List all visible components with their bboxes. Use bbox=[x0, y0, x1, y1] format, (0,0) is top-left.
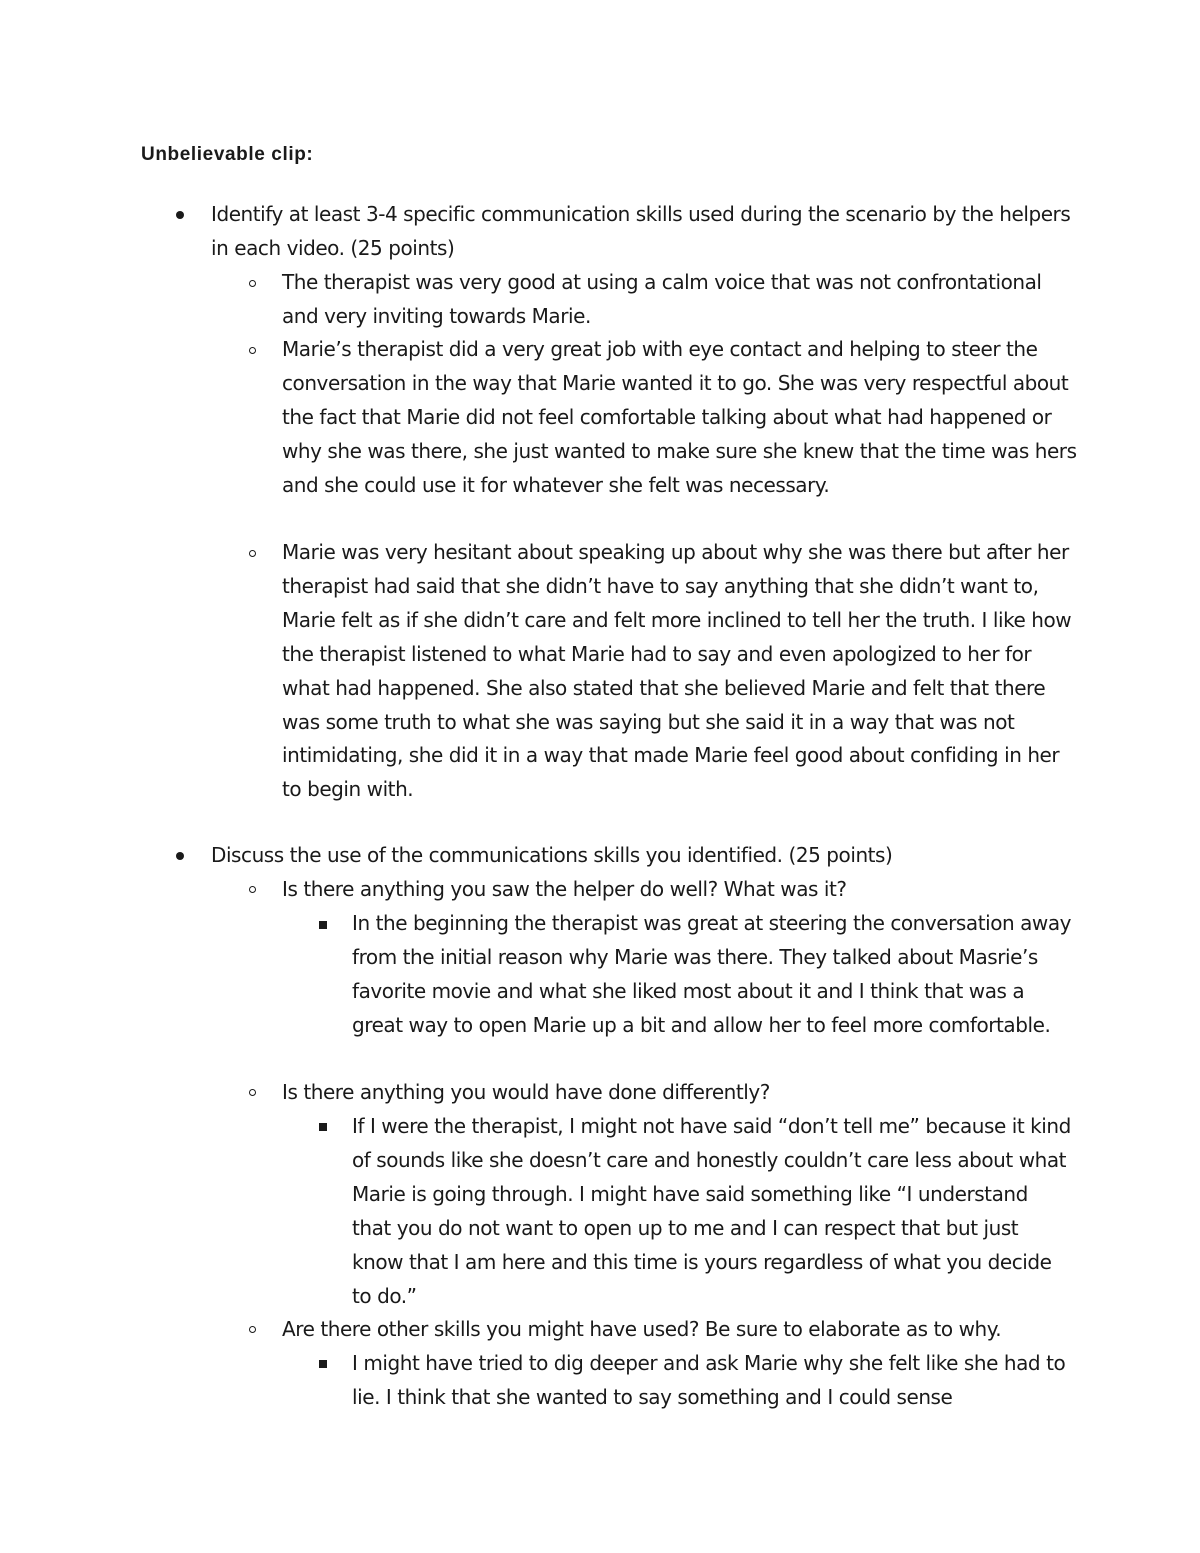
document-heading: Unbelievable clip: bbox=[141, 144, 314, 165]
section2-answer-3: I might have tried to dig deeper and ask Marie why she felt like she had to lie. I think that she wanted to say something and I could sense bbox=[352, 1351, 1066, 1409]
bullet-circle-icon bbox=[249, 1089, 256, 1096]
bullet-circle-icon bbox=[249, 886, 256, 893]
section2-question-3: Are there other skills you might have used? Be sure to elaborate as to why. bbox=[282, 1317, 1002, 1341]
bullet-dot-icon bbox=[176, 211, 184, 219]
bullet-square-icon bbox=[319, 921, 327, 929]
section2-answer-2: If I were the therapist, I might not have said “don’t tell me” because it kind of sounds like she doesn’t care and honestly couldn’t care less about what Marie is going through. I might have said something like “I understand that you do not want to open up to me and I can respect that but just know that I am here and this time is yours regardless of what you decide to do.” bbox=[352, 1114, 1071, 1308]
section1-prompt: Identify at least 3-4 specific communication skills used during the scenario by the helpers in each video. (25 points) bbox=[211, 202, 1071, 260]
section1-answer-2: Marie’s therapist did a very great job with eye contact and helping to steer the conversation in the way that Marie wanted it to go. She was very respectful about the fact that Marie did not feel comfortable talking about what had happened or why she was there, she just wanted to make sure she knew that the time was hers and she could use it for whatever she felt was necessary. bbox=[282, 337, 1077, 497]
bullet-circle-icon bbox=[249, 280, 256, 287]
bullet-circle-icon bbox=[249, 550, 256, 557]
section2-question-2: Is there anything you would have done differently? bbox=[282, 1080, 770, 1104]
section2-question-1: Is there anything you saw the helper do well? What was it? bbox=[282, 877, 847, 901]
section2-answer-1: In the beginning the therapist was great at steering the conversation away from the initial reason why Marie was there. They talked about Masrie’s favorite movie and what she liked most about it and I think that was a great way to open Marie up a bit and allow her to feel more comfortable. bbox=[352, 911, 1072, 1037]
section2-prompt: Discuss the use of the communications skills you identified. (25 points) bbox=[211, 843, 893, 867]
bullet-circle-icon bbox=[249, 1326, 256, 1333]
section1-answer-3: Marie was very hesitant about speaking up about why she was there but after her therapist had said that she didn’t have to say anything that she didn’t want to, Marie felt as if she didn’t care and felt more inclined to tell her the truth. I like how the therapist listened to what Marie had to say and even apologized to her for what had happened. She also stated that she believed Marie and felt that there was some truth to what she was saying but she said it in a way that was not intimidating, she did it in a way that made Marie feel good about confiding in her to begin with. bbox=[282, 540, 1072, 802]
section1-answer-1: The therapist was very good at using a calm voice that was not confrontational and very inviting towards Marie. bbox=[282, 270, 1042, 328]
bullet-square-icon bbox=[319, 1123, 327, 1131]
bullet-square-icon bbox=[319, 1360, 327, 1368]
bullet-circle-icon bbox=[249, 347, 256, 354]
bullet-dot-icon bbox=[176, 852, 184, 860]
